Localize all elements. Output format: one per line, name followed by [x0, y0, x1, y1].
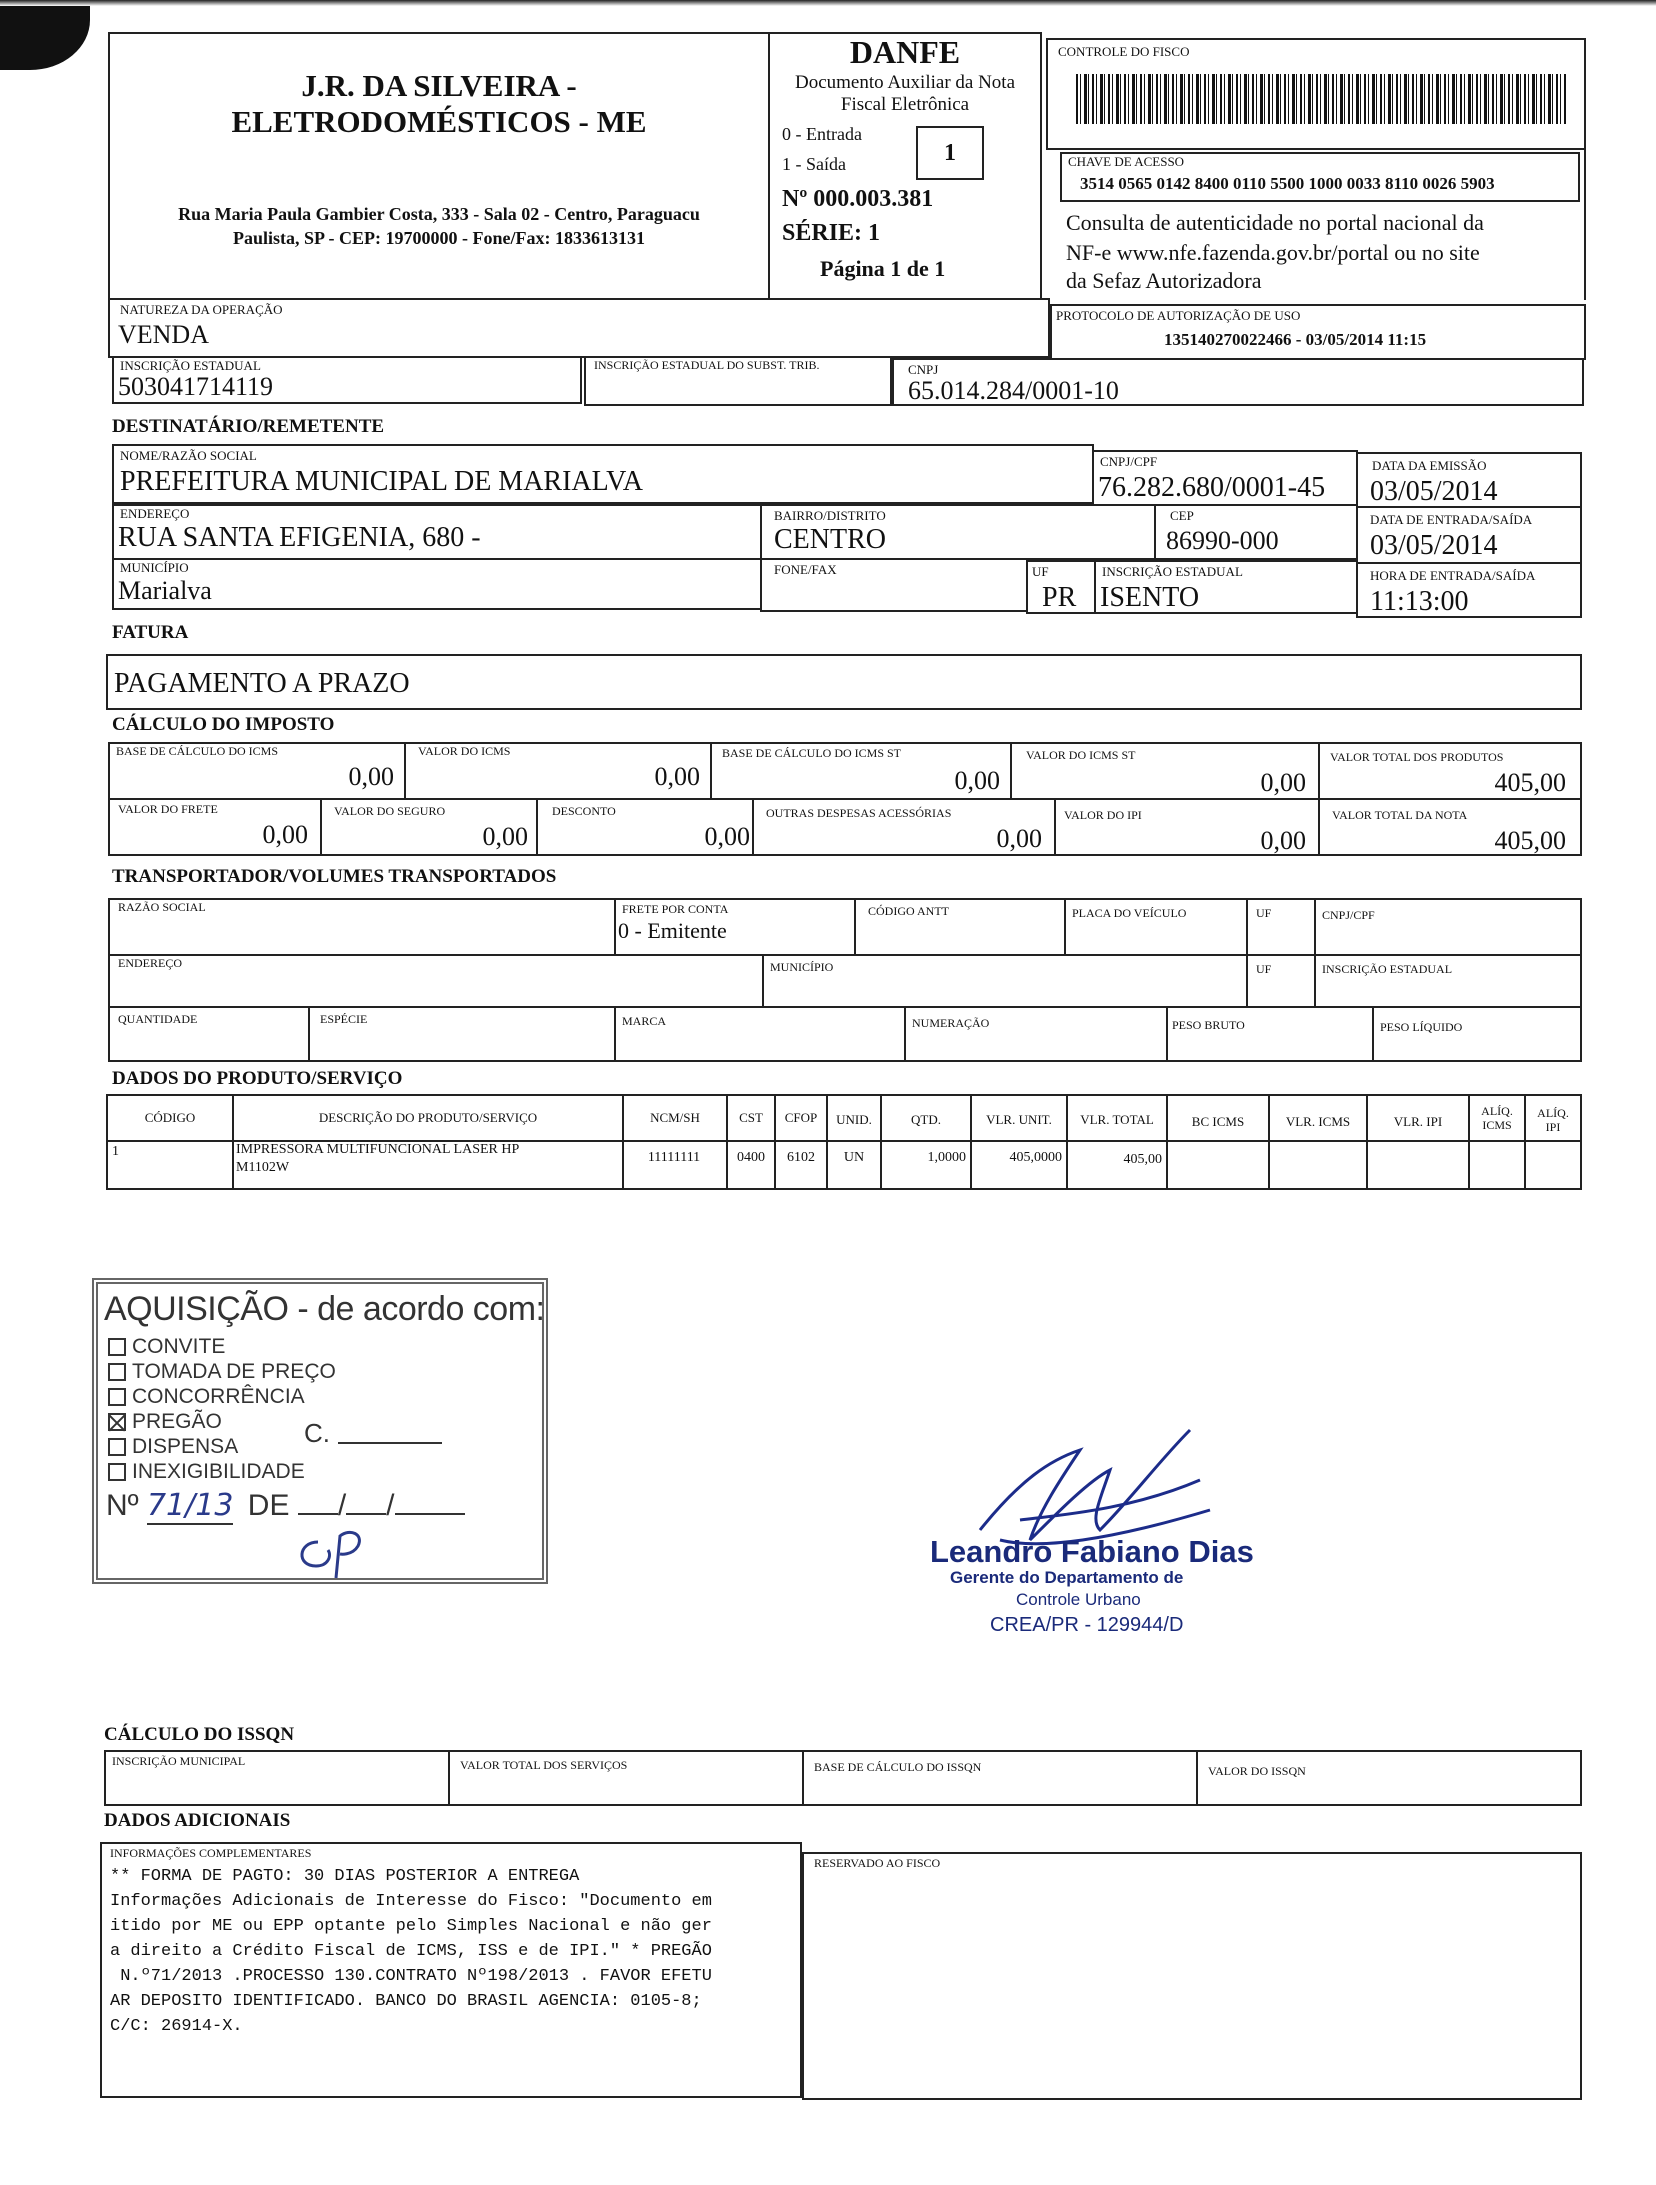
ie-label: INSCRIÇÃO ESTADUAL: [120, 358, 261, 373]
cnpj-emitente-label: CNPJ: [908, 362, 939, 377]
signer-role-line1: Gerente do Departamento de: [950, 1568, 1184, 1587]
th-vtotal: VLR. TOTAL: [1080, 1112, 1154, 1127]
danfe-box: [770, 32, 1042, 300]
reservado-fisco-box: [802, 1852, 1582, 2100]
dest-hora-label: HORA DE ENTRADA/SAÍDA: [1370, 568, 1536, 583]
info-line: AR DEPOSITO IDENTIFICADO. BANCO DO BRASIL AGENCIA: 0105-8;: [110, 1992, 702, 2011]
td-ncm: 11111111: [647, 1150, 701, 1165]
transp-row3-div1: [308, 1006, 310, 1062]
bc-icms-st-value: 0,00: [954, 766, 1000, 795]
consulta-line2: NF-e www.nfe.fazenda.gov.br/portal ou no site: [1066, 240, 1480, 265]
danfe-subtitle-line2: Fiscal Eletrônica: [840, 94, 970, 115]
ie-st-label: INSCRIÇÃO ESTADUAL DO SUBST. TRIB.: [594, 358, 820, 372]
bc-icms-st-label: BASE DE CÁLCULO DO ICMS ST: [722, 746, 902, 760]
dest-ie-box: [1094, 560, 1358, 614]
bc-icms-value: 0,00: [348, 762, 394, 791]
ie-box: [112, 356, 582, 404]
danfe-tipo-box: [916, 126, 984, 180]
transp-row1-div4: [1246, 898, 1248, 956]
imposto-row1-div2: [710, 742, 712, 800]
seguro-value: 0,00: [482, 822, 528, 851]
col-div-10: [1268, 1094, 1270, 1190]
stamp-c-label: C.: [304, 1418, 330, 1448]
danfe-serie: SÉRIE: 1: [782, 220, 881, 246]
desconto-label: DESCONTO: [552, 804, 616, 818]
stamp-de-label: DE: [247, 1489, 290, 1522]
dest-municipio-label: MUNICÍPIO: [120, 560, 189, 575]
transp-frete-label: FRETE POR CONTA: [622, 902, 729, 916]
transp-antt-label: CÓDIGO ANTT: [868, 904, 949, 918]
stamp-option-label: INEXIGIBILIDADE: [132, 1460, 305, 1483]
v-nota-value: 405,00: [1494, 826, 1566, 855]
th-vipi: VLR. IPI: [1393, 1114, 1443, 1129]
transp-row3-div5: [1372, 1006, 1374, 1062]
th-cfop: CFOP: [784, 1110, 818, 1125]
td-descricao-line1: IMPRESSORA MULTIFUNCIONAL LASER HP: [236, 1142, 520, 1157]
dest-fone-box: [760, 558, 1028, 612]
seguro-label: VALOR DO SEGURO: [334, 804, 446, 818]
stamp-title: AQUISIÇÃO - de acordo com:: [104, 1290, 545, 1328]
destinatario-section-title: DESTINATÁRIO/REMETENTE: [112, 416, 385, 437]
th-descricao: DESCRIÇÃO DO PRODUTO/SERVIÇO: [318, 1110, 538, 1125]
issqn-row: [104, 1750, 1582, 1806]
td-codigo: 1: [112, 1144, 119, 1159]
issqn-im-label: INSCRIÇÃO MUNICIPAL: [112, 1754, 246, 1768]
v-icms-label: VALOR DO ICMS: [418, 744, 511, 758]
stamp-option-label: DISPENSA: [132, 1435, 239, 1458]
dest-ie-value: ISENTO: [1100, 582, 1200, 613]
dest-hora-box: [1356, 562, 1582, 618]
stamp-numero-row: [106, 1488, 465, 1523]
frete-value: 0,00: [262, 820, 308, 849]
issuer-box: [108, 32, 770, 300]
issuer-name-line1: J.R. DA SILVEIRA -: [301, 68, 577, 103]
dest-emissao-label: DATA DA EMISSÃO: [1372, 458, 1487, 473]
info-line: N.º71/2013 .PROCESSO 130.CONTRATO Nº198/2013 . FAVOR EFETU: [110, 1967, 712, 1986]
dest-cep-box: [1154, 504, 1358, 560]
imposto-row1-div4: [1318, 742, 1320, 800]
stamp-date-line-3: [395, 1513, 465, 1515]
transp-row1: [108, 898, 1582, 956]
fatura-value: PAGAMENTO A PRAZO: [114, 668, 410, 699]
checkbox-icon: [108, 1388, 126, 1406]
chave-acesso: 3514 0565 0142 8400 0110 5500 1000 0033 8110 0026 5903: [1080, 174, 1495, 193]
scan-corner-shadow: [0, 0, 90, 70]
issqn-bc-label: BASE DE CÁLCULO DO ISSQN: [814, 1760, 982, 1774]
protocolo-value: 135140270022466 - 03/05/2014 11:15: [1164, 330, 1427, 349]
ie-value: 503041714119: [118, 372, 274, 401]
issqn-div3: [1196, 1750, 1198, 1806]
barcode: [1076, 74, 1566, 124]
th-bcicms: BC ICMS: [1191, 1114, 1245, 1129]
issqn-v-label: VALOR DO ISSQN: [1208, 1764, 1306, 1778]
frete-label: VALOR DO FRETE: [118, 802, 218, 816]
col-div-3: [726, 1094, 728, 1190]
adicionais-section-title: DADOS ADICIONAIS: [104, 1810, 291, 1831]
info-line: a direito a Crédito Fiscal de ICMS, ISS e de IPI." * PREGÃO: [110, 1942, 712, 1961]
td-vtotal: 405,00: [1123, 1152, 1162, 1167]
dest-endereco-label: ENDEREÇO: [120, 506, 190, 521]
controle-fisco-label: CONTROLE DO FISCO: [1058, 44, 1190, 59]
stamp-date-slash-1: /: [337, 1489, 347, 1522]
dest-entrada-value: 03/05/2014: [1370, 530, 1498, 561]
th-ncm: NCM/SH: [650, 1110, 700, 1125]
danfe-subtitle-line1: Documento Auxiliar da Nota: [794, 72, 1016, 93]
info-line: ** FORMA DE PAGTO: 30 DIAS POSTERIOR A ENTREGA: [110, 1867, 580, 1886]
dest-cep-label: CEP: [1170, 508, 1194, 523]
danfe-numero: Nº 000.003.381: [782, 186, 934, 212]
th-qtd: QTD.: [911, 1112, 941, 1127]
dest-ie-label: INSCRIÇÃO ESTADUAL: [1102, 564, 1243, 579]
stamp-option: [108, 1409, 336, 1434]
stamp-option: [108, 1359, 336, 1384]
cnpj-emitente-box: [892, 358, 1584, 406]
danfe-tipo: 1: [944, 140, 956, 166]
natureza-label: NATUREZA DA OPERAÇÃO: [120, 302, 283, 317]
th-codigo: CÓDIGO: [144, 1110, 196, 1125]
chave-box: [1060, 152, 1580, 202]
signer-name: Leandro Fabiano Dias: [930, 1534, 1254, 1569]
dest-bairro-value: CENTRO: [774, 524, 886, 555]
ipi-label: VALOR DO IPI: [1064, 808, 1142, 822]
transp-row2-div2: [1246, 954, 1248, 1008]
produtos-section-title: DADOS DO PRODUTO/SERVIÇO: [112, 1068, 403, 1089]
col-div-8: [1066, 1094, 1068, 1190]
danfe-pagina: Página 1 de 1: [820, 256, 946, 281]
stamp-initials-signature: [288, 1522, 378, 1582]
stamp-option-label: CONVITE: [132, 1335, 226, 1358]
th-aliq-ipi-1: ALÍQ.: [1537, 1106, 1569, 1120]
info-line: C/C: 26914-X.: [110, 2017, 243, 2036]
transp-row1-div2: [854, 898, 856, 956]
transp-numeracao-label: NUMERAÇÃO: [912, 1016, 990, 1030]
stamp-numero-value: 71/13: [146, 1488, 234, 1523]
dest-emissao-box: [1356, 452, 1582, 508]
transp-row3-div4: [1166, 1006, 1168, 1062]
dest-nome-value: PREFEITURA MUNICIPAL DE MARIALVA: [120, 466, 644, 497]
td-descricao-line2: M1102W: [236, 1160, 290, 1175]
issqn-div2: [802, 1750, 804, 1806]
issuer-address-line2: Paulista, SP - CEP: 19700000 - Fone/Fax: 1833613131: [233, 228, 645, 248]
v-icms-st-label: VALOR DO ICMS ST: [1026, 748, 1136, 762]
transp-peso-liq-label: PESO LÍQUIDO: [1380, 1020, 1463, 1034]
dest-municipio-box: [112, 558, 762, 610]
transp-placa-label: PLACA DO VEÍCULO: [1072, 906, 1187, 920]
dest-uf-box: [1026, 560, 1096, 614]
danfe-title: DANFE: [849, 34, 961, 70]
v-nota-label: VALOR TOTAL DA NOTA: [1332, 808, 1468, 822]
th-cst: CST: [739, 1110, 763, 1125]
issqn-vserv-label: VALOR TOTAL DOS SERVIÇOS: [460, 1758, 628, 1772]
dest-cnpj-label: CNPJ/CPF: [1100, 454, 1158, 469]
checkbox-icon: [108, 1338, 126, 1356]
stamp-option: [108, 1459, 336, 1484]
consulta-line3: da Sefaz Autorizadora: [1066, 268, 1262, 293]
dest-emissao-value: 03/05/2014: [1370, 476, 1498, 507]
aquisicao-stamp: [92, 1278, 548, 1584]
natureza-value: VENDA: [118, 320, 209, 349]
chave-label: CHAVE DE ACESSO: [1068, 154, 1185, 169]
checked-box-icon: [108, 1413, 126, 1431]
dest-uf-label: UF: [1032, 564, 1049, 579]
dest-cnpj-value: 76.282.680/0001-45: [1098, 472, 1326, 503]
stamp-numero-label: Nº: [106, 1489, 139, 1522]
dest-bairro-label: BAIRRO/DISTRITO: [774, 508, 886, 523]
imposto-row2-div5: [1318, 798, 1320, 856]
transp-row3-div3: [904, 1006, 906, 1062]
fisco-right-border: [1584, 150, 1586, 300]
outras-value: 0,00: [996, 824, 1042, 853]
td-unid: UN: [843, 1150, 865, 1165]
stamp-option: [108, 1334, 336, 1359]
imposto-row2-div2: [536, 798, 538, 856]
stamp-option-label: TOMADA DE PREÇO: [132, 1360, 336, 1383]
col-div-7: [970, 1094, 972, 1190]
transp-peso-bruto-label: PESO BRUTO: [1172, 1018, 1245, 1032]
dest-uf-value: PR: [1042, 582, 1077, 613]
desconto-value: 0,00: [704, 822, 750, 851]
th-aliq-ipi-2: IPI: [1545, 1120, 1561, 1134]
transp-uf-label: UF: [1256, 906, 1272, 920]
fatura-section-title: FATURA: [112, 622, 189, 643]
stamp-option-label: PREGÃO: [132, 1410, 222, 1433]
signer-crea: CREA/PR - 129944/D: [990, 1614, 1184, 1636]
td-vunit: 405,0000: [1009, 1150, 1062, 1165]
protocolo-box: [1050, 304, 1586, 360]
transp-marca-label: MARCA: [622, 1014, 667, 1028]
col-div-6: [880, 1094, 882, 1190]
checkbox-icon: [108, 1463, 126, 1481]
transportador-section-title: TRANSPORTADOR/VOLUMES TRANSPORTADOS: [112, 866, 557, 887]
checkbox-icon: [108, 1363, 126, 1381]
td-qtd: 1,0000: [927, 1150, 966, 1165]
v-icms-st-value: 0,00: [1260, 768, 1306, 797]
transp-ie-label: INSCRIÇÃO ESTADUAL: [1322, 962, 1453, 976]
stamp-options: [108, 1334, 336, 1484]
col-div-5: [826, 1094, 828, 1190]
cnpj-emitente-value: 65.014.284/0001-10: [908, 376, 1119, 405]
transp-row3-div2: [614, 1006, 616, 1062]
col-div-9: [1166, 1094, 1168, 1190]
transp-cnpj-label: CNPJ/CPF: [1322, 908, 1375, 922]
th-vunit: VLR. UNIT.: [986, 1112, 1052, 1127]
transp-row1-div1: [614, 898, 616, 956]
v-prod-label: VALOR TOTAL DOS PRODUTOS: [1330, 750, 1504, 764]
dest-entrada-label: DATA DE ENTRADA/SAÍDA: [1370, 512, 1533, 527]
info-complementares-label: INFORMAÇÕES COMPLEMENTARES: [110, 1846, 312, 1860]
imposto-section-title: CÁLCULO DO IMPOSTO: [112, 714, 335, 735]
th-aliq-icms-1: ALÍQ.: [1481, 1104, 1513, 1118]
scan-top-edge: [0, 0, 1656, 6]
dest-municipio-value: Marialva: [118, 576, 212, 605]
reservado-fisco-label: RESERVADO AO FISCO: [814, 1856, 941, 1870]
bc-icms-label: BASE DE CÁLCULO DO ICMS: [116, 744, 279, 758]
outras-label: OUTRAS DESPESAS ACESSÓRIAS: [766, 806, 952, 820]
transp-frete-value: 0 - Emitente: [618, 918, 727, 943]
td-cst: 0400: [737, 1150, 765, 1165]
col-div-11: [1366, 1094, 1368, 1190]
transp-razao-label: RAZÃO SOCIAL: [118, 900, 206, 914]
dest-fone-label: FONE/FAX: [774, 562, 837, 577]
issuer-name-line2: ELETRODOMÉSTICOS - ME: [231, 104, 647, 139]
transp-municipio-label: MUNICÍPIO: [770, 960, 834, 974]
dest-hora-value: 11:13:00: [1370, 586, 1469, 617]
info-complementares-text: [110, 1864, 712, 2039]
issqn-section-title: CÁLCULO DO ISSQN: [104, 1724, 295, 1745]
th-unid: UNID.: [836, 1112, 872, 1127]
transp-endereco-label: ENDEREÇO: [118, 956, 182, 970]
col-div-2: [622, 1094, 624, 1190]
stamp-option-label: CONCORRÊNCIA: [132, 1385, 305, 1408]
dest-endereco-box: [112, 504, 762, 560]
issuer-address-line1: Rua Maria Paula Gambier Costa, 333 - Sala 02 - Centro, Paraguacu: [178, 204, 700, 224]
v-icms-value: 0,00: [654, 762, 700, 791]
info-complementares-box: [100, 1842, 802, 2098]
stamp-date-slash-2: /: [386, 1489, 395, 1522]
ipi-value: 0,00: [1260, 826, 1306, 855]
stamp-c-line: [338, 1442, 442, 1444]
protocolo-label: PROTOCOLO DE AUTORIZAÇÃO DE USO: [1056, 308, 1301, 323]
dest-nome-label: NOME/RAZÃO SOCIAL: [120, 448, 257, 463]
transp-uf2-label: UF: [1256, 962, 1272, 976]
stamp-option: [108, 1434, 336, 1459]
dest-bairro-box: [760, 504, 1156, 560]
danfe-entrada: 0 - Entrada: [782, 124, 862, 144]
col-div-1: [232, 1094, 234, 1190]
dest-cep-value: 86990-000: [1166, 526, 1279, 555]
col-div-4: [774, 1094, 776, 1190]
dest-nome-box: [112, 444, 1094, 504]
info-line: Informações Adicionais de Interesse do Fisco: "Documento em: [110, 1892, 712, 1911]
imposto-row2-div4: [1054, 798, 1056, 856]
transp-row2-div3: [1314, 954, 1316, 1008]
stamp-option: [108, 1384, 336, 1409]
consulta-line1: Consulta de autenticidade no portal nacional da: [1066, 210, 1484, 235]
imposto-row2-div1: [320, 798, 322, 856]
stamp-date-line: [298, 1513, 338, 1515]
danfe-saida: 1 - Saída: [782, 154, 846, 174]
fatura-box: [106, 654, 1582, 710]
info-line: itido por ME ou EPP optante pelo Simples Nacional e não ger: [110, 1917, 712, 1936]
transp-row1-div3: [1064, 898, 1066, 956]
v-prod-value: 405,00: [1494, 768, 1566, 797]
imposto-row2-div3: [752, 798, 754, 856]
natureza-box: [108, 298, 1050, 358]
th-aliq-icms-2: ICMS: [1482, 1118, 1512, 1132]
th-vicms: VLR. ICMS: [1285, 1114, 1351, 1129]
transp-qtd-label: QUANTIDADE: [118, 1012, 198, 1026]
checkbox-icon: [108, 1438, 126, 1456]
imposto-row1-div1: [404, 742, 406, 800]
controle-fisco-box: [1046, 38, 1586, 150]
dest-endereco-value: RUA SANTA EFIGENIA, 680 -: [118, 522, 481, 553]
transp-especie-label: ESPÉCIE: [320, 1012, 368, 1026]
imposto-row1-div3: [1010, 742, 1012, 800]
dest-entrada-box: [1356, 506, 1582, 564]
dest-cnpj-box: [1092, 450, 1358, 506]
stamp-date-line-2: [346, 1513, 386, 1515]
signer-role-line2: Controle Urbano: [1016, 1590, 1141, 1609]
ie-st-box: [584, 356, 892, 406]
issqn-div1: [448, 1750, 450, 1806]
transp-row1-div5: [1314, 898, 1316, 956]
td-cfop: 6102: [787, 1150, 815, 1165]
transp-row2-div1: [762, 954, 764, 1008]
